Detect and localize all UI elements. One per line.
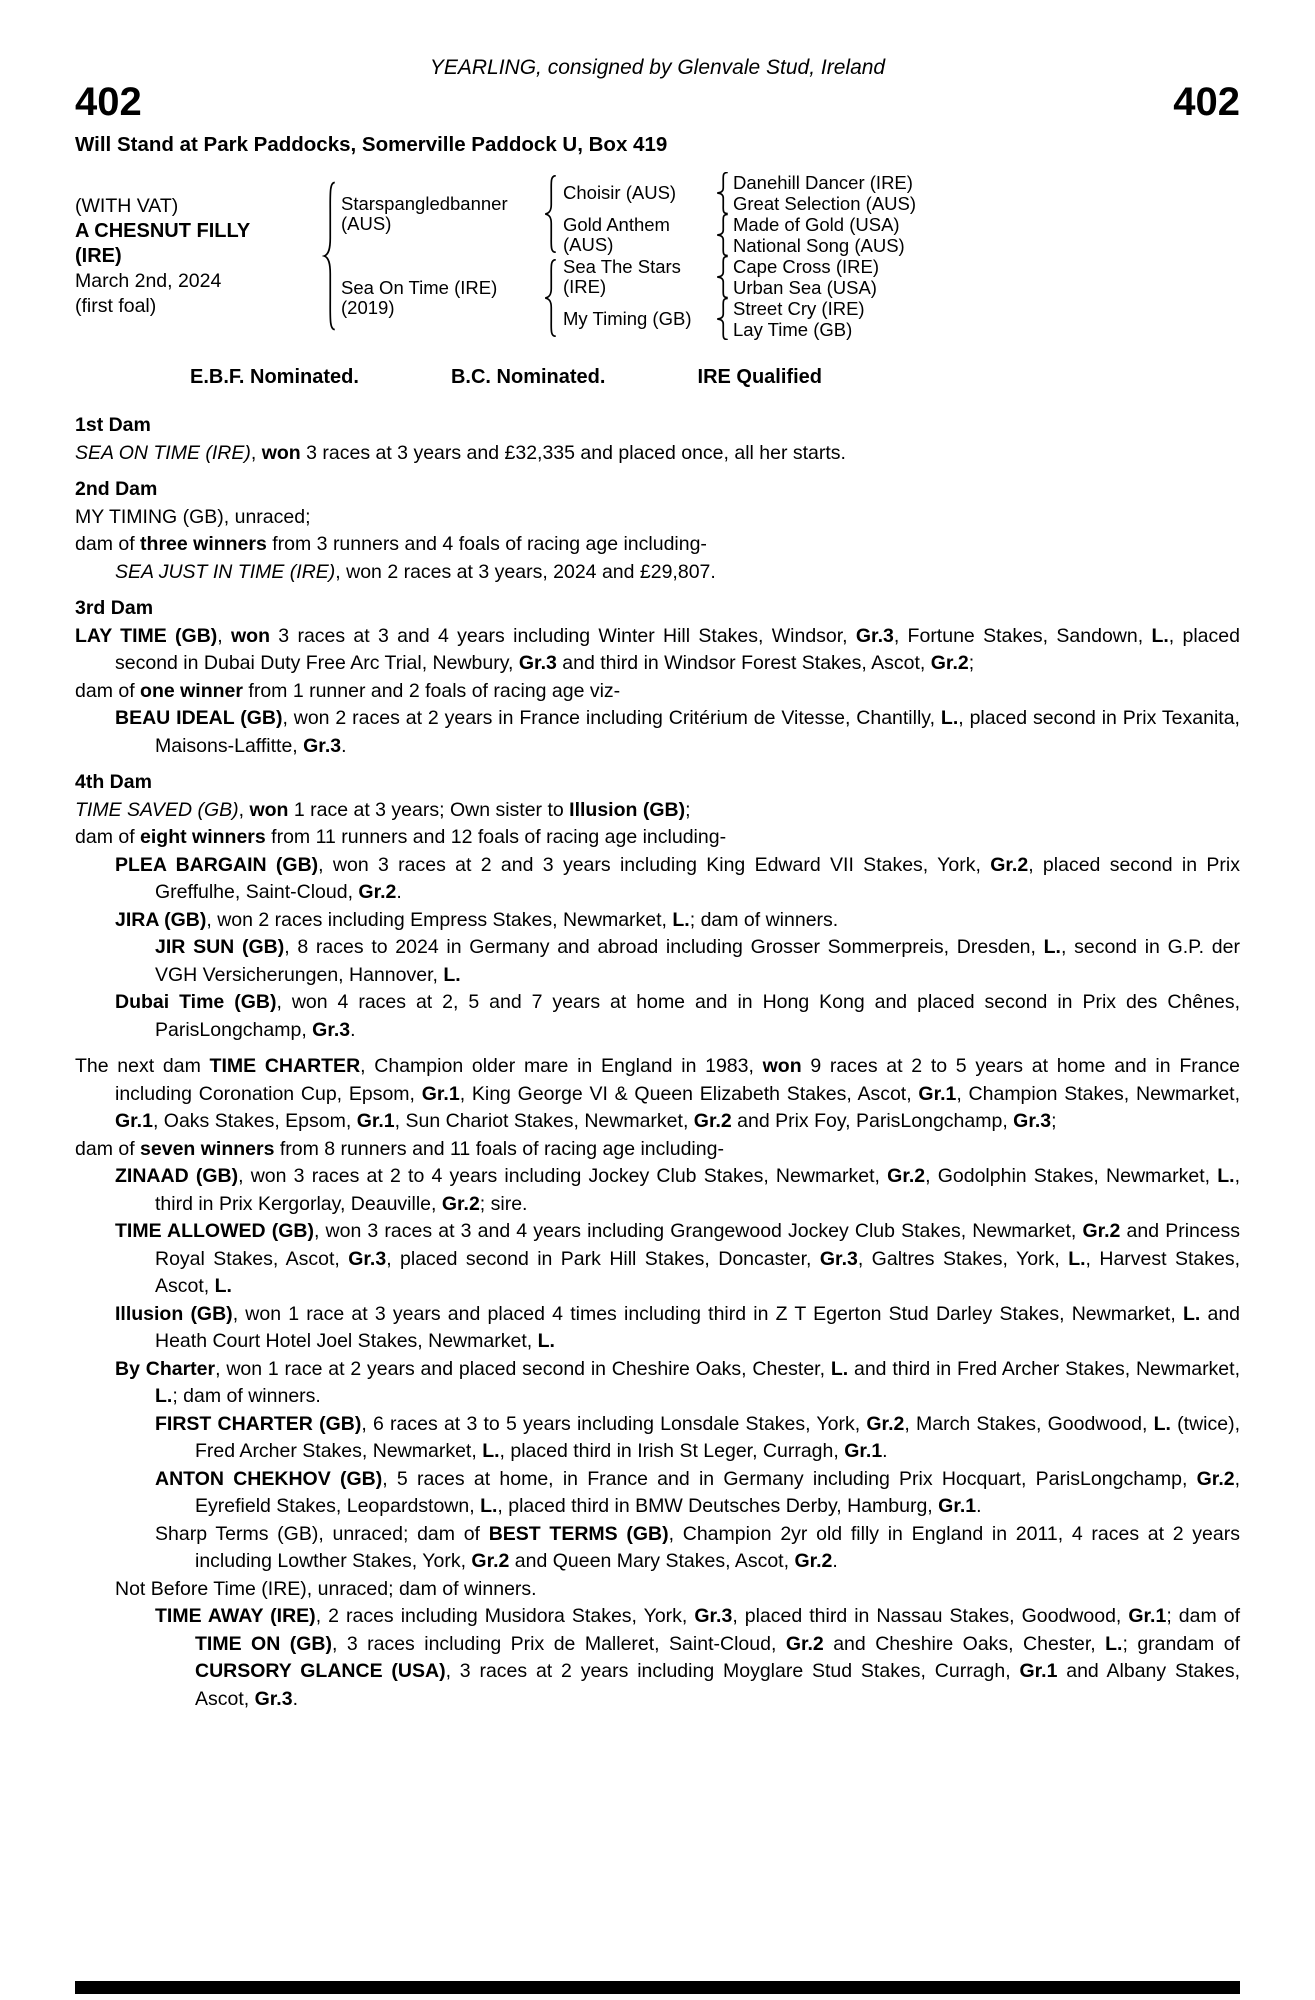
pedigree-paragraph [75, 824, 1240, 852]
text-segment: JIR SUN (GB) [155, 936, 285, 958]
text-segment: Illusion (GB) [569, 798, 686, 821]
text-segment: , 2 races including Musidora Stakes, York, [315, 1605, 695, 1627]
text-segment: 2nd Dam [75, 478, 158, 500]
text-segment: Gr.3 [303, 734, 342, 757]
animal-country: (IRE) [75, 245, 122, 267]
text-segment: FIRST CHARTER (GB) [155, 1412, 362, 1435]
text-segment: ; sire. [479, 1192, 528, 1215]
text-segment: Gr.2 [866, 1412, 905, 1435]
text-segment: and Queen Mary Stakes, Ascot, [509, 1550, 795, 1572]
text-segment: L. [1182, 1302, 1201, 1325]
text-segment: and Cheshire Oaks, Chester, [823, 1632, 1106, 1655]
text-segment: Illusion (GB) [115, 1302, 233, 1325]
text-segment: Not Before Time (IRE), unraced; dam of winners. [115, 1577, 537, 1600]
text-segment: The next dam [75, 1055, 210, 1077]
text-segment: L. [482, 1440, 500, 1462]
text-segment: Gr.3 [518, 652, 557, 674]
text-segment: , placed third in BMW Deutsches Derby, Hamburg, [497, 1495, 939, 1517]
text-segment: dam of [75, 1137, 141, 1160]
text-segment: TIME ON (GB) [195, 1632, 332, 1655]
pedigree-paragraph [75, 907, 1240, 935]
text-segment: ; dam of winners. [172, 1385, 321, 1407]
text-segment: won [261, 441, 301, 464]
text-segment: , [250, 441, 262, 464]
text-segment: and third in Windsor Forest Stakes, Ascot, [556, 652, 931, 674]
text-segment: Gr.3 [312, 1018, 351, 1041]
text-segment: from 11 runners and 12 foals of racing age including- [265, 826, 727, 848]
text-segment: , won 2 races at 3 years, 2024 and £29,807. [335, 560, 716, 583]
text-segment: L. [830, 1357, 849, 1380]
text-segment: , won 4 races at 2, 5 and 7 years at home and in Hong Kong and placed second in Prix des Chênes, ParisLongchamp, [155, 991, 1240, 1041]
text-segment: Gr.3 [1013, 1110, 1052, 1132]
lot-number-right: 402 [1173, 80, 1240, 124]
text-segment: , King George VI & Queen Elizabeth Stakes, Ascot, [459, 1082, 919, 1105]
text-segment: ; [1051, 1110, 1057, 1132]
great-grandparent: Cape Cross (IRE) [733, 255, 879, 277]
pedigree-paragraph [75, 1136, 1240, 1164]
pedigree-paragraph [75, 1301, 1240, 1356]
text-segment: , Champion older mare in England in 1983, [360, 1055, 763, 1077]
text-segment: , won 2 races including Empress Stakes, Newmarket, [206, 908, 673, 931]
text-segment: Gr.2 [1082, 1220, 1121, 1242]
text-segment: Gr.2 [785, 1632, 824, 1655]
text-segment: Gr.3 [348, 1247, 387, 1270]
text-segment: Gr.2 [471, 1550, 510, 1572]
text-segment: ; dam of [1166, 1605, 1240, 1627]
text-segment: , Harvest Stakes, Ascot, [155, 1247, 1240, 1297]
text-segment: L. [940, 707, 959, 729]
text-segment: won [231, 624, 270, 647]
great-grandparent: Made of Gold (USA) [733, 213, 900, 235]
text-segment: L. [1151, 624, 1169, 647]
pedigree-paragraph [75, 1218, 1240, 1301]
text-segment: L. [672, 908, 690, 931]
text-segment: from 1 runner and 2 foals of racing age viz- [242, 679, 621, 702]
granddam-paternal: Gold Anthem (AUS) [563, 214, 670, 255]
text-segment: , Champion 2yr old filly in England in 2011, 4 races at 2 years including Lowther Stakes, York, [195, 1522, 1240, 1572]
text-segment: 1st Dam [75, 414, 151, 436]
pedigree-paragraph [75, 559, 1240, 587]
text-segment: Gr.3 [855, 624, 894, 647]
text-segment: dam of [75, 826, 141, 848]
text-segment: L. [1217, 1165, 1235, 1187]
text-segment: Dubai Time (GB) [115, 991, 277, 1013]
great-grandparent: Danehill Dancer (IRE) [733, 171, 913, 193]
great-grandparent: Street Cry (IRE) [733, 297, 865, 319]
text-segment: ; grandam of [1122, 1632, 1241, 1655]
pedigree-paragraph [75, 934, 1240, 989]
text-segment: , Eyrefield Stakes, Leopardstown, [195, 1467, 1241, 1517]
text-segment: TIME SAVED (GB) [75, 798, 239, 821]
pedigree-paragraph [75, 989, 1240, 1044]
pedigree-grid [317, 172, 945, 340]
text-segment: , 8 races to 2024 in Germany and abroad including Grosser Sommerpreis, Dresden, [284, 936, 1044, 958]
text-segment: CURSORY GLANCE (USA) [195, 1660, 446, 1682]
pedigree-paragraph [75, 440, 1240, 468]
stand-location-line: Will Stand at Park Paddocks, Somerville Paddock U, Box 419 [75, 133, 668, 156]
text-segment: , 5 races at home, in France and in Germany including Prix Hocquart, ParisLongchamp, [382, 1467, 1197, 1490]
text-segment: and Heath Court Hotel Joel Stakes, Newmarket, [155, 1302, 1241, 1352]
text-segment: , [238, 798, 250, 821]
text-segment: Gr.1 [1128, 1605, 1167, 1627]
text-segment: , won 2 races at 2 years in France including Critérium de Vitesse, Chantilly, [282, 707, 941, 729]
text-segment: . [292, 1687, 298, 1710]
sire-name: Starspangledbanner [341, 193, 508, 214]
text-segment: L. [1153, 1412, 1171, 1435]
text-segment: JIRA (GB) [115, 908, 207, 931]
text-segment: , Godolphin Stakes, Newmarket, [925, 1165, 1218, 1187]
text-segment: PLEA BARGAIN (GB) [115, 853, 319, 876]
text-segment: BEAU IDEAL (GB) [115, 707, 283, 729]
pedigree-paragraph [75, 531, 1240, 559]
text-segment: from 3 runners and 4 foals of racing age including- [266, 533, 707, 555]
text-segment: MY TIMING (GB), unraced; [75, 505, 311, 528]
text-segment: . [350, 1018, 356, 1041]
text-segment: from 8 runners and 11 foals of racing age including- [274, 1137, 724, 1160]
text-segment: . [832, 1550, 838, 1572]
pedigree-paragraph [75, 1576, 1240, 1604]
text-segment: , placed second in Prix Greffulhe, Saint-Cloud, [155, 853, 1240, 903]
text-segment: Sharp Terms (GB), unraced; dam of [155, 1522, 489, 1545]
text-segment: eight winners [140, 826, 266, 848]
text-segment: , Oaks Stakes, Epsom, [152, 1110, 357, 1132]
text-segment: ANTON CHEKHOV (GB) [155, 1467, 383, 1490]
pedigree-paragraph [75, 1466, 1240, 1521]
text-segment: , won 3 races at 3 and 4 years including Grangewood Jockey Club Stakes, Newmarket, [313, 1220, 1083, 1242]
great-grandparent: Urban Sea (USA) [733, 276, 877, 298]
text-segment: Gr.1 [938, 1495, 977, 1517]
nominations-line [190, 364, 822, 390]
dam-heading [75, 476, 1240, 504]
text-segment: , [217, 624, 231, 647]
text-segment: , placed third in Irish St Leger, Curragh, [499, 1440, 845, 1462]
text-segment: (twice), Fred Archer Stakes, Newmarket, [195, 1412, 1241, 1462]
text-segment: Gr.1 [356, 1110, 395, 1132]
text-segment: Gr.3 [694, 1605, 733, 1627]
text-segment: , second in G.P. der VGH Versicherungen, Hannover, [155, 936, 1240, 986]
text-segment: and Princess Royal Stakes, Ascot, [155, 1220, 1240, 1270]
ebf-nominated: E.B.F. Nominated. [190, 366, 359, 388]
text-segment: ; dam of winners. [689, 908, 839, 931]
text-segment: , won 1 race at 3 years and placed 4 times including third in Z T Egerton Stud Darley Stakes, Newmarket, [232, 1302, 1183, 1325]
text-segment: Gr.2 [358, 881, 397, 903]
text-segment: L. [443, 963, 461, 986]
text-segment: L. [537, 1330, 555, 1352]
text-segment: 1 race at 3 years; Own sister to [288, 798, 570, 821]
pedigree-text [75, 412, 1240, 1713]
text-segment: Gr.1 [918, 1082, 957, 1105]
dam-heading [75, 595, 1240, 623]
sire-cell [341, 194, 537, 234]
dam-suffix: (2019) [341, 297, 395, 318]
text-segment: , 3 races including Prix de Malleret, Saint-Cloud, [331, 1632, 786, 1655]
text-segment: . [976, 1495, 982, 1517]
text-segment: TIME ALLOWED (GB) [115, 1220, 314, 1242]
pedigree-paragraph [75, 1603, 1240, 1713]
text-segment: , won 3 races at 2 and 3 years including King Edward VII Stakes, York, [318, 853, 991, 876]
text-segment: 3rd Dam [75, 597, 154, 619]
text-segment: L. [155, 1385, 173, 1407]
text-segment: Gr.1 [1019, 1660, 1058, 1682]
text-segment: , 3 races at 2 years including Moyglare Stud Stakes, Curragh, [445, 1660, 1020, 1682]
text-segment: . [882, 1440, 888, 1462]
text-segment: BEST TERMS (GB) [488, 1522, 669, 1545]
text-segment: Gr.2 [693, 1110, 732, 1132]
text-segment: and Prix Foy, ParisLongchamp, [731, 1110, 1014, 1132]
pedigree-paragraph [75, 705, 1240, 760]
pedigree-paragraph [75, 797, 1240, 825]
lot-number-left: 402 [75, 80, 142, 124]
text-segment: SEA ON TIME (IRE) [75, 441, 251, 464]
text-segment: ZINAAD (GB) [115, 1165, 239, 1187]
text-segment: Gr.3 [819, 1247, 858, 1270]
text-segment: L. [1105, 1632, 1123, 1655]
pedigree-paragraph [75, 1053, 1240, 1136]
animal-foaling-date: March 2nd, 2024 [75, 270, 222, 292]
great-grandparent: Great Selection (AUS) [733, 192, 917, 214]
text-segment: , third in Prix Kergorlay, Deauville, [155, 1165, 1240, 1215]
text-segment: won [249, 798, 289, 821]
pedigree-brace-parents [317, 181, 341, 331]
text-segment: Gr.1 [115, 1110, 153, 1132]
text-segment: , Champion Stakes, Newmarket, [956, 1082, 1241, 1105]
dam-heading [75, 412, 1240, 440]
text-segment: , placed second in Prix Texanita, Maisons-Laffitte, [155, 707, 1240, 757]
text-segment: 3 races at 3 years and £32,335 and placed once, all her starts. [300, 441, 846, 464]
text-segment: TIME AWAY (IRE) [155, 1605, 316, 1627]
pedigree-brace-gg4 [711, 298, 733, 340]
great-grandparent: National Song (AUS) [733, 234, 905, 256]
text-segment: and Albany Stakes, Ascot, [195, 1660, 1240, 1710]
lot-number-row [75, 80, 1240, 124]
pedigree-paragraph [75, 1356, 1240, 1411]
pedigree-brace-sire-side [537, 175, 563, 253]
text-segment: L. [214, 1275, 232, 1297]
text-segment: one winner [140, 679, 243, 702]
text-segment: , Galtres Stakes, York, [857, 1247, 1069, 1270]
text-segment: , placed second in Dubai Duty Free Arc Trial, Newbury, [115, 624, 1240, 674]
text-segment: , placed third in Nassau Stakes, Goodwood, [732, 1605, 1129, 1627]
text-segment: ; [968, 652, 975, 674]
grandsire-paternal: Choisir (AUS) [563, 182, 677, 203]
pedigree-brace-dam-side [537, 259, 563, 337]
sire-suffix: (AUS) [341, 213, 392, 234]
text-segment: won [762, 1055, 802, 1077]
text-segment: 3 races at 3 and 4 years including Winter Hill Stakes, Windsor, [270, 624, 856, 647]
text-segment: Gr.2 [887, 1165, 926, 1187]
text-segment: , Sun Chariot Stakes, Newmarket, [394, 1110, 694, 1132]
text-segment: . [396, 881, 402, 903]
dam-heading [75, 769, 1240, 797]
text-segment: and third in Fred Archer Stakes, Newmarket, [848, 1357, 1240, 1380]
animal-details [75, 172, 317, 340]
text-segment: Gr.2 [441, 1192, 480, 1215]
grandsire-maternal: Sea The Stars (IRE) [563, 256, 681, 297]
text-segment: Gr.2 [794, 1550, 833, 1572]
text-segment: , placed second in Park Hill Stakes, Doncaster, [386, 1247, 820, 1270]
pedigree-paragraph [75, 504, 1240, 532]
animal-foal-note: (first foal) [75, 295, 157, 317]
pedigree-brace-gg2 [711, 214, 733, 256]
text-segment: Gr.1 [844, 1440, 883, 1462]
dam-cell [341, 278, 537, 318]
footer-bar [75, 1981, 1240, 1994]
text-segment: SEA JUST IN TIME (IRE) [115, 560, 336, 583]
pedigree-paragraph [75, 678, 1240, 706]
text-segment: Gr.2 [990, 853, 1029, 876]
text-segment: By Charter [115, 1357, 216, 1380]
text-segment: seven winners [140, 1137, 275, 1160]
pedigree-brace-gg3 [711, 256, 733, 298]
text-segment: TIME CHARTER [209, 1055, 361, 1077]
bc-nominated: B.C. Nominated. [450, 366, 606, 388]
dam-name: Sea On Time (IRE) [341, 277, 498, 298]
pedigree-brace-gg1 [711, 172, 733, 214]
pedigree-paragraph [75, 852, 1240, 907]
text-segment: LAY TIME (GB) [75, 624, 218, 647]
pedigree-table [75, 172, 1240, 340]
text-segment: L. [1043, 936, 1061, 958]
text-segment: Gr.1 [421, 1082, 460, 1105]
pedigree-paragraph [75, 1411, 1240, 1466]
text-segment: , 6 races at 3 to 5 years including Lonsdale Stakes, York, [361, 1412, 867, 1435]
consignor-line: YEARLING, consigned by Glenvale Stud, Ireland [429, 56, 886, 79]
animal-name: A CHESNUT FILLY [75, 220, 251, 242]
vat-note: (WITH VAT) [75, 195, 179, 217]
text-segment: dam of [75, 679, 141, 702]
text-segment: Gr.2 [1196, 1467, 1235, 1490]
text-segment: 9 races at 2 to 5 years at home and in France including Coronation Cup, Epsom, [115, 1055, 1241, 1105]
text-segment: Gr.2 [930, 652, 969, 674]
text-segment: , won 1 race at 2 years and placed second in Cheshire Oaks, Chester, [215, 1357, 831, 1380]
text-segment: , Fortune Stakes, Sandown, [893, 624, 1152, 647]
text-segment: ; [685, 798, 691, 821]
granddam-maternal: My Timing (GB) [563, 308, 692, 329]
text-segment: L. [480, 1495, 498, 1517]
pedigree-paragraph [75, 1163, 1240, 1218]
text-segment: . [341, 734, 347, 757]
text-segment: Gr.3 [254, 1687, 293, 1710]
text-segment: , March Stakes, Goodwood, [904, 1412, 1154, 1435]
pedigree-paragraph [75, 1521, 1240, 1576]
text-segment: 4th Dam [75, 771, 152, 793]
pedigree-paragraph [75, 623, 1240, 678]
text-segment: L. [1068, 1247, 1086, 1270]
ire-qualified: IRE Qualified [697, 366, 822, 388]
text-segment: dam of [75, 533, 141, 555]
text-segment: three winners [140, 533, 267, 555]
great-grandparent: Lay Time (GB) [733, 318, 853, 340]
text-segment: , won 3 races at 2 to 4 years including Jockey Club Stakes, Newmarket, [238, 1165, 888, 1187]
